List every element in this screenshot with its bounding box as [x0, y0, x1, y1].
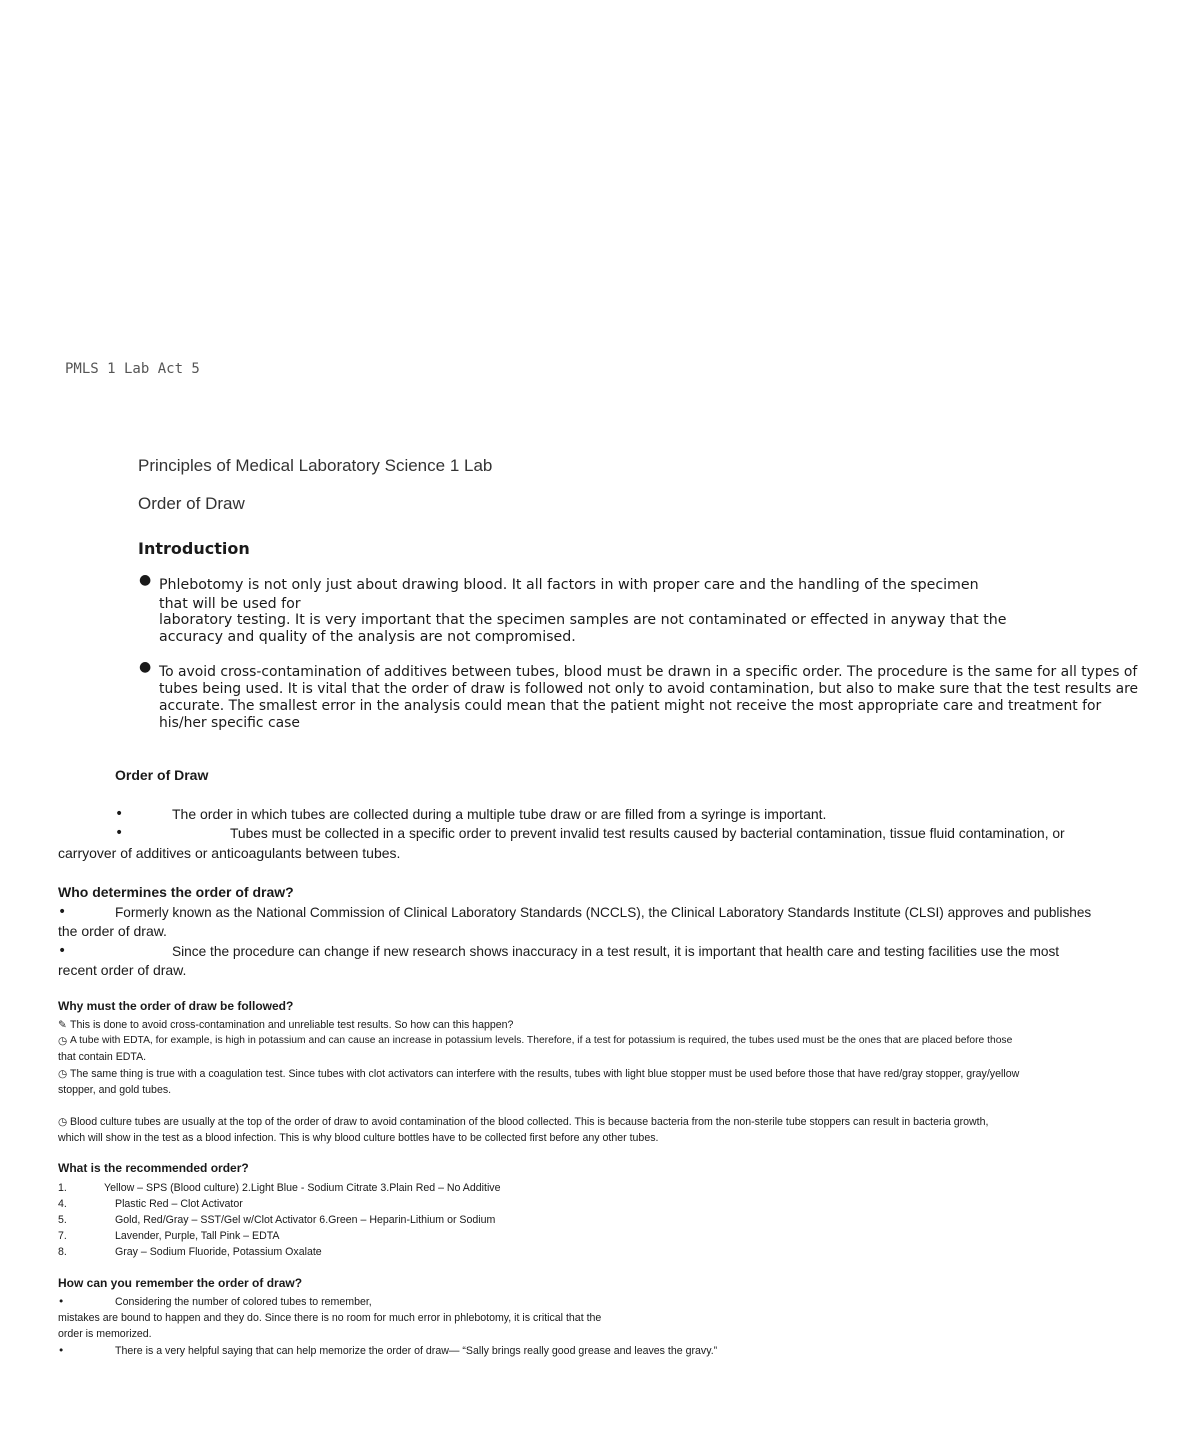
who-bullet2-line2: recent order of draw.: [58, 962, 187, 978]
order-item-number: 7.: [58, 1230, 67, 1242]
intro-bullet1-line1: Phlebotomy is not only just about drawing blood. It all factors in with proper care and the handling of the specimen: [159, 577, 979, 593]
order-item-number: 5.: [58, 1214, 67, 1226]
intro-bullet1-line4: accuracy and quality of the analysis are not compromised.: [159, 629, 576, 645]
why-heading: Why must the order of draw be followed?: [58, 999, 294, 1013]
bullet-icon: •: [115, 806, 124, 822]
intro-heading: Introduction: [138, 539, 250, 558]
document-header: PMLS 1 Lab Act 5: [65, 361, 200, 377]
order-item-text: Lavender, Purple, Tall Pink – EDTA: [115, 1230, 280, 1242]
order-item-text: Plastic Red – Clot Activator: [115, 1198, 243, 1210]
remember-line2: mistakes are bound to happen and they do. Since there is no room for much error in phlebotomy, it is critical that the: [58, 1312, 602, 1324]
intro-bullet1-line3: laboratory testing. It is very important that the specimen samples are not contaminated or effected in anyway that the: [159, 612, 1007, 628]
bullet-icon: •: [58, 904, 67, 920]
order-item-number: 1.: [58, 1182, 67, 1194]
order-item-text: Gold, Red/Gray – SST/Gel w/Clot Activator 6.Green – Heparin-Lithium or Sodium: [115, 1214, 496, 1226]
order-heading: Order of Draw: [115, 767, 209, 783]
bullet-icon: •: [58, 1345, 65, 1357]
course-title: Principles of Medical Laboratory Science 1 Lab: [138, 456, 493, 475]
order-bullet2-line2: carryover of additives or anticoagulants between tubes.: [58, 845, 401, 861]
recommended-heading: What is the recommended order?: [58, 1161, 249, 1175]
intro-bullet2-line2: tubes being used. It is vital that the order of draw is followed not only to avoid contamination, but also to make sure that the test results are: [159, 681, 1139, 697]
check-icon: ◷: [58, 1116, 68, 1128]
bullet-icon: •: [115, 825, 124, 841]
remember-bullet1: Considering the number of colored tubes to remember,: [115, 1296, 372, 1308]
hand-icon: ✎: [58, 1019, 67, 1031]
order-bullet1: The order in which tubes are collected during a multiple tube draw or are filled from a syringe is important.: [172, 806, 827, 822]
check-icon: ◷: [58, 1035, 68, 1047]
who-bullet1-line1: Formerly known as the National Commission of Clinical Laboratory Standards (NCCLS), the Clinical Laboratory Standards Institute (CLSI) approves and publishes: [115, 905, 1092, 920]
who-bullet1-line2: the order of draw.: [58, 923, 167, 939]
topic-title: Order of Draw: [138, 494, 245, 513]
who-heading: Who determines the order of draw?: [58, 884, 294, 900]
bullet-icon: ●: [139, 572, 152, 588]
why-line1: This is done to avoid cross-contamination and unreliable test results. So how can this happen?: [70, 1019, 514, 1031]
intro-bullet2-line3: accurate. The smallest error in the analysis could mean that the patient might not receive the most appropriate care and treatment for: [159, 698, 1102, 714]
why-line3b: stopper, and gold tubes.: [58, 1084, 172, 1096]
why-line4b: which will show in the test as a blood infection. This is why blood culture bottles have to be collected first before any other tubes.: [58, 1132, 659, 1144]
order-bullet2-line1: Tubes must be collected in a specific order to prevent invalid test results caused by bacterial contamination, tissue fluid contamination, or: [230, 826, 1065, 841]
intro-bullet1-line2: that will be used for: [159, 596, 301, 612]
remember-heading: How can you remember the order of draw?: [58, 1276, 303, 1290]
why-line4a: Blood culture tubes are usually at the top of the order of draw to avoid contamination of the blood collected. This is because bacteria from the non-sterile tube stoppers can result in bacteria growth,: [70, 1116, 989, 1128]
bullet-icon: •: [58, 943, 67, 959]
remember-bullet2: There is a very helpful saying that can help memorize the order of draw— “Sally brings really good grease and leaves the gravy.”: [115, 1345, 718, 1357]
order-item-text: Yellow – SPS (Blood culture) 2.Light Blue - Sodium Citrate 3.Plain Red – No Additive: [104, 1182, 501, 1194]
intro-bullet2-line4: his/her specific case: [159, 715, 300, 731]
bullet-icon: •: [58, 1296, 65, 1308]
order-item-text: Gray – Sodium Fluoride, Potassium Oxalate: [115, 1246, 322, 1258]
why-line3a: The same thing is true with a coagulation test. Since tubes with clot activators can interfere with the results, tubes with light blue stopper must be used before those that have red/gray stopper, gray/yellow: [70, 1068, 1020, 1080]
remember-line3: order is memorized.: [58, 1328, 152, 1340]
order-item-number: 8.: [58, 1246, 67, 1258]
why-line2a: A tube with EDTA, for example, is high in potassium and can cause an increase in potassium levels. Therefore, if a test for potassium is required, the tubes used must be the ones that are placed before those: [70, 1035, 1013, 1046]
check-icon: ◷: [58, 1068, 68, 1080]
order-item-number: 4.: [58, 1198, 67, 1210]
who-bullet2-line1: Since the procedure can change if new research shows inaccuracy in a test result, it is important that health care and testing facilities use the most: [172, 944, 1060, 959]
why-line2b: that contain EDTA.: [58, 1051, 147, 1063]
bullet-icon: ●: [139, 659, 152, 675]
intro-bullet2-line1: To avoid cross-contamination of additives between tubes, blood must be drawn in a specific order. The procedure is the same for all types of: [159, 664, 1138, 680]
